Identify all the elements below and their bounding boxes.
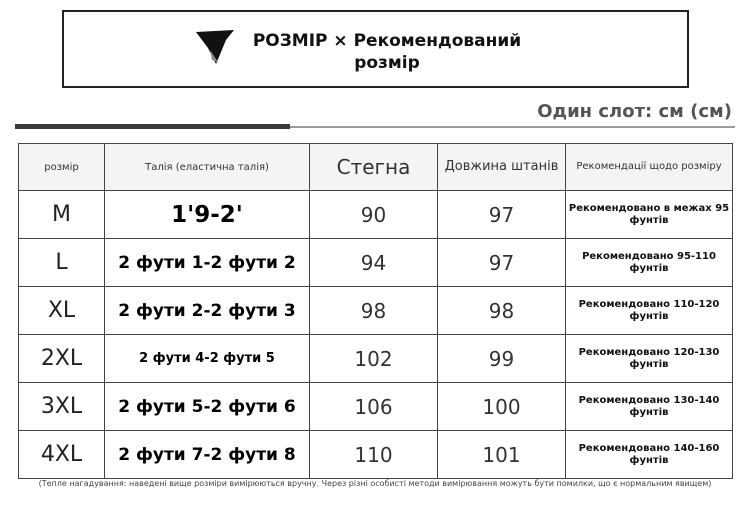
table-row xyxy=(19,431,733,479)
title xyxy=(242,30,532,74)
cell-length: 101 xyxy=(438,431,566,479)
cell-recommendation: Рекомендовано 110-120 фунтів xyxy=(566,287,733,335)
table-row xyxy=(19,239,733,287)
header-hips: Стегна xyxy=(310,144,438,191)
cell-hips: 98 xyxy=(310,287,438,335)
cell-length: 98 xyxy=(438,287,566,335)
cell-waist: 2 фути 4-2 фути 5 xyxy=(105,335,310,383)
divider-dark xyxy=(15,124,290,129)
table-row xyxy=(19,191,733,239)
table-row xyxy=(19,383,733,431)
cell-size: 3XL xyxy=(19,383,105,431)
cell-waist: 1'9-2' xyxy=(105,191,310,239)
cell-recommendation: Рекомендовано 95-110 фунтів xyxy=(566,239,733,287)
cell-recommendation: Рекомендовано 120-130 фунтів xyxy=(566,335,733,383)
size-table xyxy=(18,143,733,479)
cell-hips: 102 xyxy=(310,335,438,383)
cell-hips: 90 xyxy=(310,191,438,239)
cell-length: 97 xyxy=(438,239,566,287)
cell-hips: 110 xyxy=(310,431,438,479)
cell-size: XL xyxy=(19,287,105,335)
unit-note: Один слот: см (см) xyxy=(537,101,732,122)
header-waist: Талія (еластична талія) xyxy=(105,144,310,191)
cell-waist: 2 фути 2-2 фути 3 xyxy=(105,287,310,335)
table-row xyxy=(19,335,733,383)
title-brand-mark xyxy=(196,30,234,66)
cell-length: 100 xyxy=(438,383,566,431)
title-line-2: розмір xyxy=(354,53,420,73)
cell-recommendation: Рекомендовано 140-160 фунтів xyxy=(566,431,733,479)
footnote: (Тепле нагадування: наведені вище розміри вимірюються вручну. Через різні особисті методи вимірювання можуть бути помилки, що є нормальним явищем) xyxy=(38,479,712,488)
header-recommendation: Рекомендації щодо розміру xyxy=(566,144,733,191)
title-line-1: РОЗМІР × Рекомендований xyxy=(252,31,522,51)
header-length: Довжина штанів xyxy=(438,144,566,191)
table-row xyxy=(19,287,733,335)
cell-waist: 2 фути 1-2 фути 2 xyxy=(105,239,310,287)
header-size: розмір xyxy=(19,144,105,191)
divider-light xyxy=(290,126,735,128)
cell-recommendation: Рекомендовано в межах 95 фунтів xyxy=(566,191,733,239)
cell-hips: 106 xyxy=(310,383,438,431)
cell-size: L xyxy=(19,239,105,287)
table-header-row xyxy=(19,144,733,191)
cell-length: 97 xyxy=(438,191,566,239)
cell-hips: 94 xyxy=(310,239,438,287)
cell-waist: 2 фути 7-2 фути 8 xyxy=(105,431,310,479)
cell-length: 99 xyxy=(438,335,566,383)
cell-waist: 2 фути 5-2 фути 6 xyxy=(105,383,310,431)
cell-recommendation: Рекомендовано 130-140 фунтів xyxy=(566,383,733,431)
cell-size: M xyxy=(19,191,105,239)
cell-size: 2XL xyxy=(19,335,105,383)
cell-size: 4XL xyxy=(19,431,105,479)
